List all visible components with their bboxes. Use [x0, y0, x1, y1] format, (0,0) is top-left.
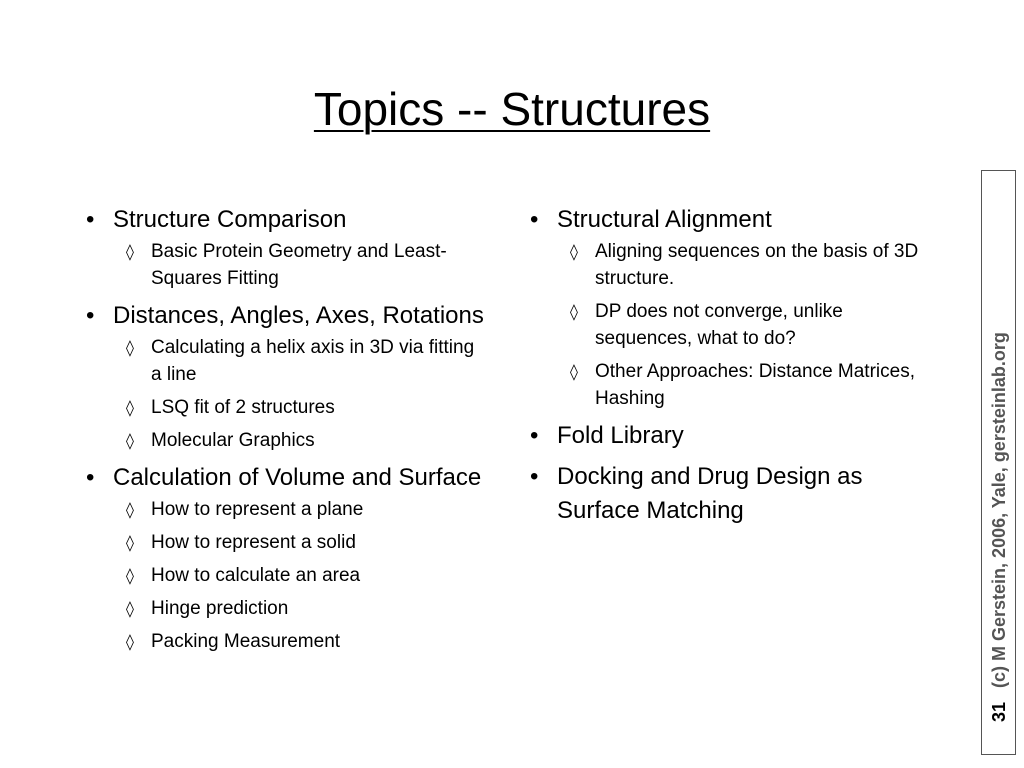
diamond-icon: ◊: [126, 533, 134, 552]
sub-item: [557, 358, 940, 412]
sub-item: [113, 562, 486, 589]
diamond-icon: ◊: [126, 242, 134, 261]
sub-item-text: Calculating a helix axis in 3D via fitting a line: [151, 337, 475, 385]
bullet-text: Structural Alignment: [557, 206, 772, 233]
sub-list: [113, 334, 486, 454]
bullet-text: Distances, Angles, Axes, Rotations: [113, 302, 484, 329]
sub-item: [113, 529, 486, 556]
sub-item-text: Hinge prediction: [151, 598, 289, 619]
sub-item-text: How to represent a solid: [151, 532, 356, 553]
sub-item: [557, 298, 940, 352]
diamond-icon: ◊: [126, 599, 134, 618]
sidebar-text: [988, 332, 1010, 722]
sub-list: [113, 238, 486, 292]
bullet-item: [86, 299, 486, 454]
bullet-item: [86, 461, 486, 655]
page-number: 31: [988, 701, 1009, 722]
bullet-text: Structure Comparison: [113, 206, 347, 233]
diamond-icon: ◊: [126, 338, 134, 357]
diamond-icon: ◊: [126, 632, 134, 651]
sub-list: [113, 496, 486, 655]
copyright-sidebar: [981, 170, 1016, 755]
sub-item: [113, 238, 486, 292]
sub-item-text: Basic Protein Geometry and Least-Squares Fitting: [151, 241, 447, 289]
left-column: [86, 203, 486, 662]
bullet-text: Docking and Drug Design as Surface Matching: [557, 463, 863, 524]
bullet-item: [530, 419, 940, 453]
sub-item-text: DP does not converge, unlike sequences, what to do?: [595, 301, 843, 349]
sub-item: [113, 628, 486, 655]
bullet-item: [530, 203, 940, 412]
sub-item: [113, 334, 486, 388]
diamond-icon: ◊: [126, 500, 134, 519]
diamond-icon: ◊: [570, 302, 578, 321]
bullet-text: Calculation of Volume and Surface: [113, 464, 482, 491]
bullet-text: Fold Library: [557, 422, 684, 449]
copyright-text: (c) M Gerstein, 2006, Yale, gersteinlab.org: [988, 332, 1009, 688]
diamond-icon: ◊: [570, 362, 578, 381]
sub-item-text: Aligning sequences on the basis of 3D structure.: [595, 241, 919, 289]
sub-list: [557, 238, 940, 412]
sub-item-text: How to calculate an area: [151, 565, 361, 586]
diamond-icon: ◊: [126, 566, 134, 585]
diamond-icon: ◊: [126, 431, 134, 450]
sub-item-text: Other Approaches: Distance Matrices, Hashing: [595, 361, 915, 409]
sub-item-text: Molecular Graphics: [151, 430, 315, 451]
diamond-icon: ◊: [126, 398, 134, 417]
sub-item-text: How to represent a plane: [151, 499, 364, 520]
diamond-icon: ◊: [570, 242, 578, 261]
slide-title: Topics -- Structures: [313, 83, 711, 135]
bullet-item: [530, 460, 940, 528]
sub-item: [113, 427, 486, 454]
sub-item: [557, 238, 940, 292]
sub-item: [113, 595, 486, 622]
sub-item: [113, 496, 486, 523]
sub-item-text: LSQ fit of 2 structures: [151, 397, 335, 418]
right-column: [530, 203, 940, 535]
bullet-item: [86, 203, 486, 292]
sub-item-text: Packing Measurement: [151, 631, 341, 652]
sub-item: [113, 394, 486, 421]
